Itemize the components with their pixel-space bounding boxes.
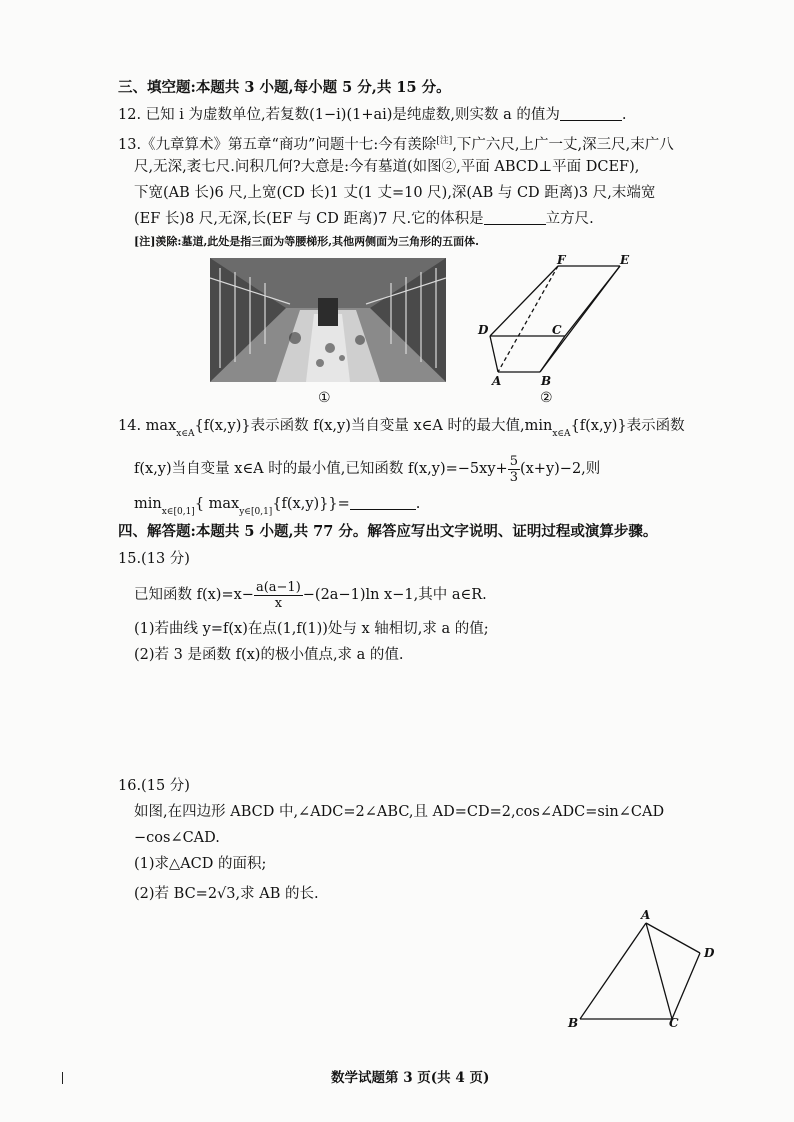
q16-part2: (2)若 BC=2√3,求 AB 的长. [134,886,319,902]
q14-line3 [134,494,420,516]
q14-answer-blank [350,495,416,510]
q16-point-D-label: D [704,946,715,960]
q14-max-subscript: x∈A [176,429,195,439]
point-E-label: E [620,253,630,267]
q14-line2-a: f(x,y)当自变量 x∈A 时的最小值,已知函数 f(x,y)=−5xy+ [134,461,508,477]
q16-point-A-label: A [641,908,651,922]
quadrilateral-figure [570,915,710,1035]
q13-line1 [118,131,674,155]
q16-head: 16.(15 分) [118,778,190,794]
q13-line1-a: 13.《九章算术》第五章“商功”问题十七:今有羡除 [118,136,437,153]
q14-frac-den: 3 [509,469,518,485]
q15-part1: (1)若曲线 y=f(x)在点(1,f(1))处与 x 轴相切,求 a 的值; [134,621,489,637]
q16-line2: −cos∠CAD. [134,830,220,846]
q13-note-marker: [注] [436,136,453,146]
section3-title: 三、填空题:本题共 3 小题,每小题 5 分,共 15 分。 [118,79,451,96]
page-edge-mark [62,1072,63,1084]
q15-head: 15.(13 分) [118,551,190,567]
q13-line4-b: 立方尺. [545,211,594,227]
q13-line2: 尺,无深,袤七尺.问积几何?大意是:今有墓道(如图②,平面 ABCD⊥平面 DCEF), [134,159,640,175]
q14-fraction [508,454,520,485]
q12-text: 12. 已知 i 为虚数单位,若复数(1−i)(1+ai)是纯虚数,则实数 a 的值为 [118,107,560,123]
q14-line2 [134,452,600,486]
q14-max-range: y∈[0,1] [239,507,273,517]
q13-line1-b: ,下广六尺,上广一丈,深三尺,末广八 [452,136,674,153]
q12-end: . [621,107,627,123]
q15-part2: (2)若 3 是函数 f(x)的极小值点,求 a 的值. [134,647,404,663]
tomb-passage-illustration [210,258,446,382]
q16-line1: 如图,在四边形 ABCD 中,∠ADC=2∠ABC,且 AD=CD=2,cos∠ADC=sin∠CAD [134,804,665,820]
figure2-label: ② [540,390,553,406]
q14-line1-c: {f(x,y)}表示函数 [570,418,685,434]
q16-part1: (1)求△ACD 的面积; [134,856,267,872]
q16-point-B-label: B [568,1016,579,1030]
section4-title: 四、解答题:本题共 5 小题,共 77 分。解答应写出文字说明、证明过程或演算步骤。 [118,523,658,540]
q14-end: . [415,496,421,512]
q13-line4 [134,209,594,229]
page-footer: 数学试题第 3 页(共 4 页) [331,1070,490,1086]
q15-fraction [254,580,303,611]
q12-answer-blank [560,106,622,121]
q14-min-subscript: x∈A [552,429,571,439]
point-F-label: F [557,253,566,267]
q15-stem [134,578,487,612]
q13-answer-blank [484,210,546,225]
q15-stem-b: −(2a−1)ln x−1,其中 a∈R. [302,587,487,603]
point-D-label: D [478,323,489,337]
solid-figure-2 [470,250,650,390]
q13-footnote: [注]羡除:墓道,此处是指三面为等腰梯形,其他两侧面为三角形的五面体. [134,235,479,248]
q14-line3-c: {f(x,y)}}= [272,496,350,512]
q14-min: min [134,496,162,512]
q15-frac-den: x [274,595,283,611]
q15-frac-num: a(a−1) [255,579,301,595]
q16-point-C-label: C [669,1016,679,1030]
q13-line4-a: (EF 长)8 尺,无深,长(EF 与 CD 距离)7 尺.它的体积是 [134,211,484,227]
tomb-passage-photo [210,258,446,382]
point-C-label: C [552,323,562,337]
point-A-label: A [492,374,502,388]
point-B-label: B [541,374,552,388]
q14-max: 14. max [118,418,177,434]
q14-min-range: x∈[0,1] [161,507,195,517]
question-12 [118,105,627,125]
q14-line2-b: (x+y)−2,则 [519,461,601,477]
q15-stem-a: 已知函数 f(x)=x− [134,587,254,603]
figure1-label: ① [318,390,331,406]
q14-line1-b: {f(x,y)}表示函数 f(x,y)当自变量 x∈A 时的最大值,min [194,418,553,434]
q14-frac-num: 5 [509,453,518,469]
q14-line1 [118,416,685,438]
q13-line3: 下宽(AB 长)6 尺,上宽(CD 长)1 丈(1 丈=10 尺),深(AB 与 CD 距离)3 尺,末端宽 [134,185,656,201]
q14-max2: { max [194,496,240,512]
